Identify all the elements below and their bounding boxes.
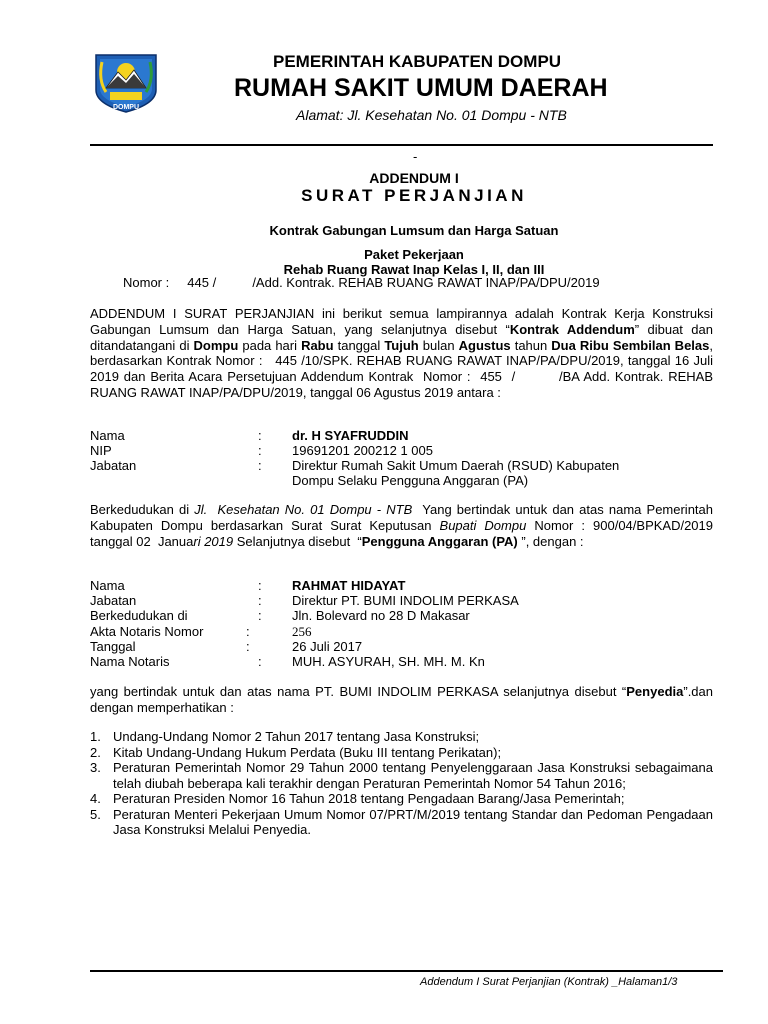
surat-perjanjian-title: SURAT PERJANJIAN bbox=[301, 186, 527, 205]
party2-notaris-row: Nama Notaris : MUH. ASYURAH, SH. MH. M. Kn bbox=[90, 654, 485, 669]
party2-jabatan-row: Jabatan : Direktur PT. BUMI INDOLIM PERKASA bbox=[90, 593, 519, 608]
footer-divider bbox=[90, 970, 723, 972]
header-divider bbox=[90, 144, 713, 146]
hospital-address: Alamat: Jl. Kesehatan No. 01 Dompu - NTB bbox=[296, 107, 567, 123]
addendum-title: ADDENDUM I bbox=[369, 170, 459, 186]
party1-nip-row: NIP : 19691201 200212 1 005 bbox=[90, 443, 433, 458]
contract-number: Nomor : 445 / /Add. Kontrak. REHAB RUANG RAWAT INAP/PA/DPU/2019 bbox=[123, 275, 600, 290]
page-footer: Addendum I Surat Perjanjian (Kontrak) _Halaman1/3 bbox=[420, 976, 678, 988]
party1-nama-row: Nama : dr. H SYAFRUDDIN bbox=[90, 428, 409, 443]
hospital-name: RUMAH SAKIT UMUM DAERAH bbox=[234, 74, 608, 102]
dompu-regency-logo bbox=[92, 52, 160, 114]
regulation-item: 1. Undang-Undang Nomor 2 Tahun 2017 tentang Jasa Konstruksi; bbox=[90, 729, 480, 744]
kedudukan-paragraph: Berkedudukan di Jl. Kesehatan No. 01 Dompu - NTB Yang bertindak untuk dan atas nama Pemerintah Kabupaten Dompu berdasarkan Surat Surat Keputusan Bupati Dompu Nomor : 900/04/BPKAD/2019 tanggal 02 Januari 2019 Selanjutnya disebut “Pengguna Anggaran (PA) ”, dengan : bbox=[90, 502, 717, 549]
contract-type: Kontrak Gabungan Lumsum dan Harga Satuan bbox=[269, 223, 559, 238]
party1-jabatan-row-2: Dompu Selaku Pengguna Anggaran (PA) bbox=[292, 473, 529, 488]
party2-akta-row: Akta Notaris Nomor : 256 bbox=[90, 624, 312, 639]
government-name: PEMERINTAH KABUPATEN DOMPU bbox=[273, 52, 562, 71]
penyedia-paragraph: yang bertindak untuk dan atas nama PT. BUMI INDOLIM PERKASA selanjutnya disebut “Penyedia”.dan dengan memperhatikan : bbox=[90, 684, 713, 715]
paket-name: Rehab Ruang Rawat Inap Kelas I, II, dan III bbox=[283, 262, 545, 277]
party2-nama-row: Nama : RAHMAT HIDAYAT bbox=[90, 578, 406, 593]
party1-jabatan-row: Jabatan : Direktur Rumah Sakit Umum Daerah (RSUD) Kabupaten bbox=[90, 458, 620, 473]
regulation-item: 5. Peraturan Menteri Pekerjaan Umum Nomor 07/PRT/M/2019 tentang Standar dan Pedoman Pengadaan Jasa Konstruksi Melalui Penyedia. bbox=[90, 806, 713, 837]
paket-label: Paket Pekerjaan bbox=[364, 247, 464, 262]
party2-kedudukan-row: Berkedudukan di : Jln. Bolevard no 28 D Makasar bbox=[90, 608, 470, 623]
regulation-item: 4. Peraturan Presiden Nomor 16 Tahun 2018 tentang Pengadaan Barang/Jasa Pemerintah; bbox=[90, 791, 625, 806]
intro-paragraph: ADDENDUM I SURAT PERJANJIAN ini berikut semua lampirannya adalah Kontrak Kerja Konstruksi Gabungan Lumsum dan Harga Satuan, yang selanjutnya disebut “Kontrak Addendum” dibuat dan ditandatangani di Dompu pada hari Rabu tanggal Tujuh bulan Agustus tahun Dua Ribu Sembilan Belas, berdasarkan Kontrak Nomor : 445 /10/SPK. REHAB RUANG RAWAT INAP/PA/DPU/2019, tanggal 16 Juli 2019 dan Berita Acara Persetujuan Addendum Kontrak Nomor : 455 / /BA Add. Kontrak. REHAB RUANG RAWAT INAP/PA/DPU/2019, tanggal 06 Agustus 2019 antara : bbox=[90, 306, 717, 400]
party2-tanggal-row: Tanggal : 26 Juli 2017 bbox=[90, 639, 363, 654]
regulation-item: 3. Peraturan Pemerintah Nomor 29 Tahun 2000 tentang Penyelenggaraan Jasa Konstruksi sebagaimana telah diubah beberapa kali terakhir dengan Peraturan Pemerintah Nomor 54 Tahun 2016; bbox=[90, 760, 713, 791]
regulations-list bbox=[90, 729, 713, 838]
logo-text: DOMPU bbox=[112, 104, 140, 111]
regulation-item: 2. Kitab Undang-Undang Hukum Perdata (Buku III tentang Perikatan); bbox=[90, 744, 502, 760]
header-dash: - bbox=[413, 149, 418, 164]
